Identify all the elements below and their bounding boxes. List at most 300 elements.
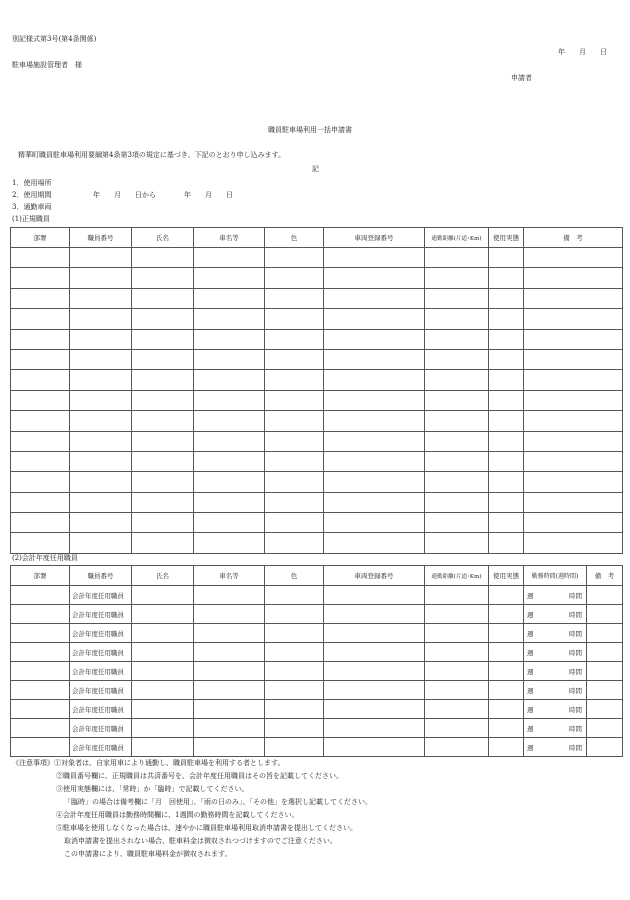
distance-cell[interactable] bbox=[425, 431, 489, 451]
staff-number-cell[interactable]: 会計年度任用職員 bbox=[70, 738, 132, 757]
staff-number-cell[interactable]: 会計年度任用職員 bbox=[70, 643, 132, 662]
name-cell[interactable] bbox=[132, 329, 194, 349]
hours-label: 時間 bbox=[569, 629, 582, 638]
color-cell[interactable] bbox=[265, 248, 324, 268]
usage-cell[interactable] bbox=[489, 390, 524, 410]
name-cell[interactable] bbox=[132, 451, 194, 471]
plate-number-cell[interactable] bbox=[324, 268, 425, 288]
distance-cell[interactable] bbox=[425, 349, 489, 369]
remarks-cell[interactable] bbox=[524, 513, 623, 533]
name-cell[interactable] bbox=[132, 738, 194, 757]
remarks-cell[interactable] bbox=[524, 390, 623, 410]
col-header: 車名等 bbox=[194, 566, 265, 586]
table-row bbox=[11, 605, 623, 624]
col-header: 備 考 bbox=[524, 228, 623, 248]
staff-number-cell[interactable] bbox=[70, 370, 132, 390]
table-row bbox=[11, 513, 623, 533]
plate-number-cell[interactable] bbox=[324, 390, 425, 410]
usage-cell[interactable] bbox=[489, 719, 524, 738]
staff-number-cell[interactable]: 会計年度任用職員 bbox=[70, 719, 132, 738]
name-cell[interactable] bbox=[132, 624, 194, 643]
car-model-cell[interactable] bbox=[194, 533, 265, 553]
table-row bbox=[11, 451, 623, 471]
hours-label: 時間 bbox=[569, 648, 582, 657]
item-period-value: 年 月 日から 年 月 日 bbox=[93, 191, 233, 199]
name-cell[interactable] bbox=[132, 662, 194, 681]
col-header: 車両登録番号 bbox=[324, 566, 425, 586]
plate-number-cell[interactable] bbox=[324, 513, 425, 533]
distance-cell[interactable] bbox=[425, 643, 489, 662]
staff-number-cell[interactable]: 会計年度任用職員 bbox=[70, 586, 132, 605]
color-cell[interactable] bbox=[265, 451, 324, 471]
usage-cell[interactable] bbox=[489, 700, 524, 719]
color-cell[interactable] bbox=[265, 719, 324, 738]
usage-cell[interactable] bbox=[489, 411, 524, 431]
weekly-hours-cell[interactable] bbox=[524, 719, 587, 738]
week-label: 週 bbox=[527, 686, 534, 695]
addressee: 駐車場施設管理者 様 bbox=[12, 61, 82, 69]
plate-number-cell[interactable] bbox=[324, 411, 425, 431]
col-header: 氏名 bbox=[132, 228, 194, 248]
plate-number-cell[interactable] bbox=[324, 370, 425, 390]
name-cell[interactable] bbox=[132, 719, 194, 738]
remarks-cell[interactable] bbox=[587, 681, 623, 700]
distance-cell[interactable] bbox=[425, 700, 489, 719]
staff-number-cell[interactable] bbox=[70, 288, 132, 308]
fiscal-staff-table bbox=[10, 565, 623, 757]
department-cell[interactable] bbox=[11, 662, 70, 681]
distance-cell[interactable] bbox=[425, 288, 489, 308]
department-cell[interactable] bbox=[11, 411, 70, 431]
name-cell[interactable] bbox=[132, 700, 194, 719]
color-cell[interactable] bbox=[265, 268, 324, 288]
car-model-cell[interactable] bbox=[194, 472, 265, 492]
plate-number-cell[interactable] bbox=[324, 349, 425, 369]
color-cell[interactable] bbox=[265, 681, 324, 700]
car-model-cell[interactable] bbox=[194, 586, 265, 605]
car-model-cell[interactable] bbox=[194, 738, 265, 757]
table-row bbox=[11, 700, 623, 719]
distance-cell[interactable] bbox=[425, 472, 489, 492]
distance-cell[interactable] bbox=[425, 533, 489, 553]
remarks-cell[interactable] bbox=[587, 643, 623, 662]
distance-cell[interactable] bbox=[425, 309, 489, 329]
col-header: 通勤距離(片道･Km) bbox=[425, 566, 489, 586]
col-header: 勤務時間(週時間) bbox=[524, 566, 587, 586]
name-cell[interactable] bbox=[132, 309, 194, 329]
name-cell[interactable] bbox=[132, 248, 194, 268]
remarks-cell[interactable] bbox=[524, 349, 623, 369]
usage-cell[interactable] bbox=[489, 451, 524, 471]
distance-cell[interactable] bbox=[425, 624, 489, 643]
department-cell[interactable] bbox=[11, 624, 70, 643]
remarks-cell[interactable] bbox=[524, 329, 623, 349]
remarks-cell[interactable] bbox=[587, 586, 623, 605]
remarks-cell[interactable] bbox=[587, 624, 623, 643]
note-line: 《注意事項》①対象者は、自家用車により通勤し、職員駐車場を利用する者とします。 bbox=[12, 759, 285, 767]
department-cell[interactable] bbox=[11, 268, 70, 288]
staff-number-cell[interactable] bbox=[70, 533, 132, 553]
table-row bbox=[11, 643, 623, 662]
table-row bbox=[11, 492, 623, 512]
remarks-cell[interactable] bbox=[524, 411, 623, 431]
color-cell[interactable] bbox=[265, 431, 324, 451]
usage-cell[interactable] bbox=[489, 513, 524, 533]
usage-cell[interactable] bbox=[489, 472, 524, 492]
item-period: 2．使用期間 bbox=[12, 191, 52, 199]
department-cell[interactable] bbox=[11, 451, 70, 471]
name-cell[interactable] bbox=[132, 288, 194, 308]
car-model-cell[interactable] bbox=[194, 513, 265, 533]
intro-text: 精華町職員駐車場利用要綱第4条第3項の規定に基づき、下記のとおり申し込みます。 bbox=[18, 151, 286, 159]
usage-cell[interactable] bbox=[489, 605, 524, 624]
section2-label: (2)会計年度任用職員 bbox=[12, 554, 78, 562]
remarks-cell[interactable] bbox=[587, 738, 623, 757]
staff-number-cell[interactable]: 会計年度任用職員 bbox=[70, 700, 132, 719]
usage-cell[interactable] bbox=[489, 624, 524, 643]
plate-number-cell[interactable] bbox=[324, 309, 425, 329]
usage-cell[interactable] bbox=[489, 681, 524, 700]
color-cell[interactable] bbox=[265, 643, 324, 662]
name-cell[interactable] bbox=[132, 431, 194, 451]
car-model-cell[interactable] bbox=[194, 370, 265, 390]
table-header-row bbox=[11, 228, 623, 248]
car-model-cell[interactable] bbox=[194, 288, 265, 308]
plate-number-cell[interactable] bbox=[324, 329, 425, 349]
color-cell[interactable] bbox=[265, 662, 324, 681]
color-cell[interactable] bbox=[265, 370, 324, 390]
color-cell[interactable] bbox=[265, 329, 324, 349]
section1-label: (1)正規職員 bbox=[12, 215, 50, 223]
weekly-hours-cell[interactable] bbox=[524, 662, 587, 681]
table-row bbox=[11, 309, 623, 329]
applicant-label: 申請者 bbox=[511, 74, 532, 82]
col-header: 部署 bbox=[11, 566, 70, 586]
name-cell[interactable] bbox=[132, 643, 194, 662]
weekly-hours-cell[interactable] bbox=[524, 586, 587, 605]
plate-number-cell[interactable] bbox=[324, 719, 425, 738]
table-row bbox=[11, 533, 623, 553]
week-label: 週 bbox=[527, 648, 534, 657]
plate-number-cell[interactable] bbox=[324, 586, 425, 605]
col-header: 使用実態 bbox=[489, 228, 524, 248]
car-model-cell[interactable] bbox=[194, 411, 265, 431]
name-cell[interactable] bbox=[132, 472, 194, 492]
hours-label: 時間 bbox=[569, 591, 582, 600]
distance-cell[interactable] bbox=[425, 248, 489, 268]
name-cell[interactable] bbox=[132, 349, 194, 369]
department-cell[interactable] bbox=[11, 349, 70, 369]
car-model-cell[interactable] bbox=[194, 309, 265, 329]
weekly-hours-cell[interactable] bbox=[524, 643, 587, 662]
distance-cell[interactable] bbox=[425, 370, 489, 390]
department-cell[interactable] bbox=[11, 738, 70, 757]
department-cell[interactable] bbox=[11, 700, 70, 719]
car-model-cell[interactable] bbox=[194, 451, 265, 471]
plate-number-cell[interactable] bbox=[324, 248, 425, 268]
remarks-cell[interactable] bbox=[524, 533, 623, 553]
week-label: 週 bbox=[527, 705, 534, 714]
car-model-cell[interactable] bbox=[194, 248, 265, 268]
plate-number-cell[interactable] bbox=[324, 605, 425, 624]
car-model-cell[interactable] bbox=[194, 662, 265, 681]
plate-number-cell[interactable] bbox=[324, 451, 425, 471]
col-header: 備 考 bbox=[587, 566, 623, 586]
note-line: ⑤駐車場を使用しなくなった場合は、速やかに職員駐車場利用取消申請書を提出してください。 bbox=[56, 824, 357, 832]
usage-cell[interactable] bbox=[489, 288, 524, 308]
remarks-cell[interactable] bbox=[587, 719, 623, 738]
car-model-cell[interactable] bbox=[194, 700, 265, 719]
col-header: 車名等 bbox=[194, 228, 265, 248]
weekly-hours-cell[interactable] bbox=[524, 624, 587, 643]
department-cell[interactable] bbox=[11, 492, 70, 512]
col-header: 色 bbox=[265, 228, 324, 248]
staff-number-cell[interactable] bbox=[70, 411, 132, 431]
table-row bbox=[11, 738, 623, 757]
staff-number-cell[interactable]: 会計年度任用職員 bbox=[70, 605, 132, 624]
plate-number-cell[interactable] bbox=[324, 431, 425, 451]
staff-number-cell[interactable] bbox=[70, 268, 132, 288]
distance-cell[interactable] bbox=[425, 451, 489, 471]
department-cell[interactable] bbox=[11, 533, 70, 553]
color-cell[interactable] bbox=[265, 605, 324, 624]
car-model-cell[interactable] bbox=[194, 624, 265, 643]
car-model-cell[interactable] bbox=[194, 492, 265, 512]
table-row bbox=[11, 349, 623, 369]
car-model-cell[interactable] bbox=[194, 329, 265, 349]
usage-cell[interactable] bbox=[489, 533, 524, 553]
department-cell[interactable] bbox=[11, 431, 70, 451]
department-cell[interactable] bbox=[11, 309, 70, 329]
color-cell[interactable] bbox=[265, 349, 324, 369]
plate-number-cell[interactable] bbox=[324, 492, 425, 512]
distance-cell[interactable] bbox=[425, 719, 489, 738]
usage-cell[interactable] bbox=[489, 309, 524, 329]
distance-cell[interactable] bbox=[425, 662, 489, 681]
staff-number-cell[interactable] bbox=[70, 513, 132, 533]
staff-number-cell[interactable] bbox=[70, 451, 132, 471]
remarks-cell[interactable] bbox=[587, 700, 623, 719]
department-cell[interactable] bbox=[11, 329, 70, 349]
usage-cell[interactable] bbox=[489, 329, 524, 349]
usage-cell[interactable] bbox=[489, 492, 524, 512]
car-model-cell[interactable] bbox=[194, 268, 265, 288]
color-cell[interactable] bbox=[265, 624, 324, 643]
table-header-row bbox=[11, 566, 623, 586]
staff-number-cell[interactable]: 会計年度任用職員 bbox=[70, 681, 132, 700]
staff-number-cell[interactable] bbox=[70, 349, 132, 369]
name-cell[interactable] bbox=[132, 268, 194, 288]
usage-cell[interactable] bbox=[489, 248, 524, 268]
col-header: 氏名 bbox=[132, 566, 194, 586]
item-vehicles: 3．通勤車両 bbox=[12, 203, 52, 211]
plate-number-cell[interactable] bbox=[324, 662, 425, 681]
department-cell[interactable] bbox=[11, 513, 70, 533]
color-cell[interactable] bbox=[265, 738, 324, 757]
weekly-hours-cell[interactable] bbox=[524, 681, 587, 700]
hours-label: 時間 bbox=[569, 724, 582, 733]
hours-label: 時間 bbox=[569, 667, 582, 676]
car-model-cell[interactable] bbox=[194, 643, 265, 662]
department-cell[interactable] bbox=[11, 605, 70, 624]
plate-number-cell[interactable] bbox=[324, 738, 425, 757]
note-line: この申請書により、職員駐車場料金が徴収されます。 bbox=[64, 850, 232, 858]
name-cell[interactable] bbox=[132, 605, 194, 624]
week-label: 週 bbox=[527, 629, 534, 638]
car-model-cell[interactable] bbox=[194, 390, 265, 410]
remarks-cell[interactable] bbox=[524, 472, 623, 492]
name-cell[interactable] bbox=[132, 492, 194, 512]
plate-number-cell[interactable] bbox=[324, 472, 425, 492]
hours-label: 時間 bbox=[569, 686, 582, 695]
weekly-hours-cell[interactable] bbox=[524, 738, 587, 757]
car-model-cell[interactable] bbox=[194, 431, 265, 451]
color-cell[interactable] bbox=[265, 390, 324, 410]
table-row bbox=[11, 411, 623, 431]
department-cell[interactable] bbox=[11, 370, 70, 390]
name-cell[interactable] bbox=[132, 681, 194, 700]
hours-label: 時間 bbox=[569, 705, 582, 714]
col-header: 車両登録番号 bbox=[324, 228, 425, 248]
plate-number-cell[interactable] bbox=[324, 288, 425, 308]
department-cell[interactable] bbox=[11, 586, 70, 605]
remarks-cell[interactable] bbox=[524, 309, 623, 329]
distance-cell[interactable] bbox=[425, 268, 489, 288]
col-header: 通勤距離(片道･Km) bbox=[425, 228, 489, 248]
color-cell[interactable] bbox=[265, 411, 324, 431]
name-cell[interactable] bbox=[132, 390, 194, 410]
usage-cell[interactable] bbox=[489, 586, 524, 605]
staff-number-cell[interactable] bbox=[70, 492, 132, 512]
color-cell[interactable] bbox=[265, 492, 324, 512]
table-row bbox=[11, 370, 623, 390]
staff-number-cell[interactable] bbox=[70, 248, 132, 268]
plate-number-cell[interactable] bbox=[324, 681, 425, 700]
department-cell[interactable] bbox=[11, 288, 70, 308]
note-line: ④会計年度任用職員は勤務時間欄に、1週間の勤務時間を記載してください。 bbox=[56, 811, 299, 819]
remarks-cell[interactable] bbox=[587, 605, 623, 624]
department-cell[interactable] bbox=[11, 390, 70, 410]
distance-cell[interactable] bbox=[425, 681, 489, 700]
color-cell[interactable] bbox=[265, 513, 324, 533]
name-cell[interactable] bbox=[132, 370, 194, 390]
color-cell[interactable] bbox=[265, 288, 324, 308]
color-cell[interactable] bbox=[265, 700, 324, 719]
usage-cell[interactable] bbox=[489, 662, 524, 681]
usage-cell[interactable] bbox=[489, 370, 524, 390]
car-model-cell[interactable] bbox=[194, 719, 265, 738]
car-model-cell[interactable] bbox=[194, 349, 265, 369]
car-model-cell[interactable] bbox=[194, 605, 265, 624]
name-cell[interactable] bbox=[132, 411, 194, 431]
table-row bbox=[11, 329, 623, 349]
remarks-cell[interactable] bbox=[524, 268, 623, 288]
table-row bbox=[11, 288, 623, 308]
usage-cell[interactable] bbox=[489, 643, 524, 662]
plate-number-cell[interactable] bbox=[324, 643, 425, 662]
department-cell[interactable] bbox=[11, 719, 70, 738]
note-line: ②職員番号欄に、正規職員は共済番号を、会計年度任用職員はその旨を記載してください。 bbox=[56, 772, 343, 780]
name-cell[interactable] bbox=[132, 586, 194, 605]
distance-cell[interactable] bbox=[425, 586, 489, 605]
remarks-cell[interactable] bbox=[587, 662, 623, 681]
col-header: 職員番号 bbox=[70, 228, 132, 248]
week-label: 週 bbox=[527, 724, 534, 733]
table-row bbox=[11, 662, 623, 681]
department-cell[interactable] bbox=[11, 681, 70, 700]
hours-label: 時間 bbox=[569, 610, 582, 619]
usage-cell[interactable] bbox=[489, 431, 524, 451]
date-label: 年 月 日 bbox=[558, 48, 607, 56]
name-cell[interactable] bbox=[132, 533, 194, 553]
department-cell[interactable] bbox=[11, 643, 70, 662]
staff-number-cell[interactable] bbox=[70, 431, 132, 451]
remarks-cell[interactable] bbox=[524, 288, 623, 308]
remarks-cell[interactable] bbox=[524, 451, 623, 471]
car-model-cell[interactable] bbox=[194, 681, 265, 700]
usage-cell[interactable] bbox=[489, 349, 524, 369]
distance-cell[interactable] bbox=[425, 390, 489, 410]
distance-cell[interactable] bbox=[425, 329, 489, 349]
weekly-hours-cell[interactable] bbox=[524, 605, 587, 624]
usage-cell[interactable] bbox=[489, 738, 524, 757]
color-cell[interactable] bbox=[265, 586, 324, 605]
staff-number-cell[interactable] bbox=[70, 329, 132, 349]
remarks-cell[interactable] bbox=[524, 248, 623, 268]
department-cell[interactable] bbox=[11, 248, 70, 268]
week-label: 週 bbox=[527, 610, 534, 619]
table-row bbox=[11, 624, 623, 643]
distance-cell[interactable] bbox=[425, 513, 489, 533]
color-cell[interactable] bbox=[265, 533, 324, 553]
color-cell[interactable] bbox=[265, 472, 324, 492]
plate-number-cell[interactable] bbox=[324, 700, 425, 719]
col-header: 使用実態 bbox=[489, 566, 524, 586]
remarks-cell[interactable] bbox=[524, 370, 623, 390]
col-header: 職員番号 bbox=[70, 566, 132, 586]
staff-number-cell[interactable] bbox=[70, 472, 132, 492]
plate-number-cell[interactable] bbox=[324, 533, 425, 553]
distance-cell[interactable] bbox=[425, 492, 489, 512]
distance-cell[interactable] bbox=[425, 411, 489, 431]
department-cell[interactable] bbox=[11, 472, 70, 492]
table-row bbox=[11, 719, 623, 738]
distance-cell[interactable] bbox=[425, 605, 489, 624]
note-line: 「臨時」の場合は備考欄に「月 回使用」、「雨の日のみ」、「その他」を選択し記載してください。 bbox=[64, 798, 372, 806]
usage-cell[interactable] bbox=[489, 268, 524, 288]
staff-number-cell[interactable] bbox=[70, 390, 132, 410]
color-cell[interactable] bbox=[265, 309, 324, 329]
week-label: 週 bbox=[527, 667, 534, 676]
table-row bbox=[11, 472, 623, 492]
staff-number-cell[interactable] bbox=[70, 309, 132, 329]
document-title: 職員駐車場利用一括申請書 bbox=[268, 126, 352, 134]
name-cell[interactable] bbox=[132, 513, 194, 533]
plate-number-cell[interactable] bbox=[324, 624, 425, 643]
table-row bbox=[11, 268, 623, 288]
week-label: 週 bbox=[527, 591, 534, 600]
remarks-cell[interactable] bbox=[524, 492, 623, 512]
hours-label: 時間 bbox=[569, 743, 582, 752]
form-id: 別記様式第3号(第4条関係) bbox=[12, 35, 97, 43]
regular-staff-table bbox=[10, 227, 623, 554]
weekly-hours-cell[interactable] bbox=[524, 700, 587, 719]
col-header: 色 bbox=[265, 566, 324, 586]
distance-cell[interactable] bbox=[425, 738, 489, 757]
remarks-cell[interactable] bbox=[524, 431, 623, 451]
staff-number-cell[interactable]: 会計年度任用職員 bbox=[70, 624, 132, 643]
staff-number-cell[interactable]: 会計年度任用職員 bbox=[70, 662, 132, 681]
